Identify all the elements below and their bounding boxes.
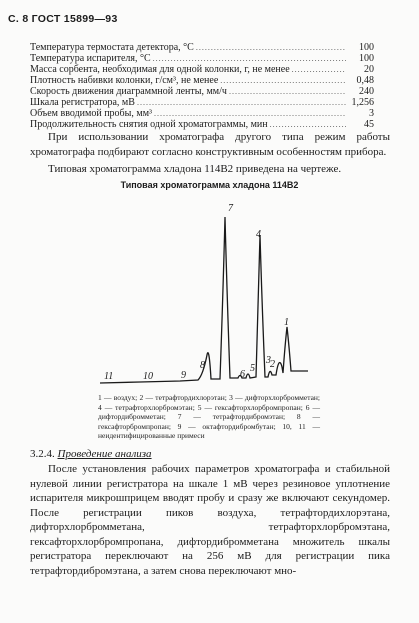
paragraph-chromatogram-ref: Типовая хроматограмма хладона 114В2 приведена на чертеже. [48,163,342,175]
param-row [30,108,374,119]
peak-label-11: 11 [104,371,114,382]
param-value: 1,256 [351,97,374,108]
peak-label-10: 10 [143,371,153,382]
param-label: Температура термостата детектора, °С [30,42,194,53]
param-row [30,42,374,53]
chromatogram-chart [80,195,320,395]
param-row [30,64,374,75]
leader-dots [229,86,346,97]
parameters-list [30,42,374,130]
param-row [30,53,374,64]
peak-label-2: 2 [270,359,275,370]
leader-dots [154,108,346,119]
peak-label-9: 9 [181,370,186,381]
peak-label-3: 3 [266,355,271,366]
leader-dots [270,119,346,130]
section-number: 3.2.4. [30,448,55,460]
param-label: Масса сорбента, необходимая для одной колонки, г, не менее [30,64,290,75]
peak-label-4: 4 [256,229,261,240]
analysis-procedure-text [30,462,390,578]
peak-label-7: 7 [228,203,233,214]
param-label: Плотность набивки колонки, г/см³, не менее [30,75,219,86]
body-paragraph: После установления рабочих параметров хроматографа и стабильной нулевой линии регистратора на шкале 1 мВ через резиновое уплотнение испарителя микрошприцем вводят пробу и сразу же включают секундомер. После регистрации пиков воздуха, тетрафтордихлорэтана, дифторхлорбромметана, тетрафторхлорбромэтана, гексафторхлорбромпропана, дифтордибромметана множитель шкалы регистратора переключают на 256 мВ для регистрации пика тетрафтордибромэтана, а затем снова переключают мно- [30,463,390,577]
param-value: 3 [369,108,374,119]
peak-label-6: 6 [240,369,245,380]
paragraph-instrument-note: При использовании хроматографа другого типа режим работы хроматографа подбирают согласно конструктивным особенностям прибора. [30,131,390,158]
param-row [30,119,374,130]
param-value: 45 [364,119,374,130]
leader-dots [153,53,346,64]
baseline-trace [100,217,308,383]
page-header: С. 8 ГОСТ 15899—93 [8,13,118,25]
param-label: Скорость движения диаграммной ленты, мм/ч [30,86,227,97]
param-row [30,97,374,108]
param-value: 240 [359,86,374,97]
leader-dots [220,75,346,86]
param-value: 100 [359,42,374,53]
peak-label-1: 1 [284,317,289,328]
chromatogram-title: Типовая хроматограмма хладона 114В2 [120,180,299,190]
param-label: Шкала регистратора, мВ [30,97,135,108]
param-value: 0,48 [356,75,374,86]
leader-dots [196,42,346,53]
param-value: 100 [359,53,374,64]
peak-label-8: 8 [200,360,205,371]
param-value: 20 [364,64,374,75]
peak-label-5: 5 [250,363,255,374]
param-label: Температура испарителя, °С [30,53,151,64]
param-label: Продолжительность снятия одной хроматограммы, мин [30,119,268,130]
chromatogram-legend: 1 — воздух; 2 — тетрафтордихлорэтан; 3 — дифторхлорбромметан; 4 — тетрафторхлорбромэтан; 5 — гексафторхлорбромпропан; 6 — дифтордибромметан; 7 — тетрафтордибромэтан; 8 — гексафторбромпропан; 9 — октафтордибромбутан; 10, 11 — неидентифицированные примеси [98,393,320,440]
param-row [30,86,374,97]
section-title: Проведение анализа [57,448,152,460]
leader-dots [292,64,346,75]
chromatogram-trace [100,217,308,383]
param-row [30,75,374,86]
leader-dots [137,97,346,108]
param-label: Объем вводимой пробы, мм³ [30,108,153,119]
section-heading [30,448,152,460]
